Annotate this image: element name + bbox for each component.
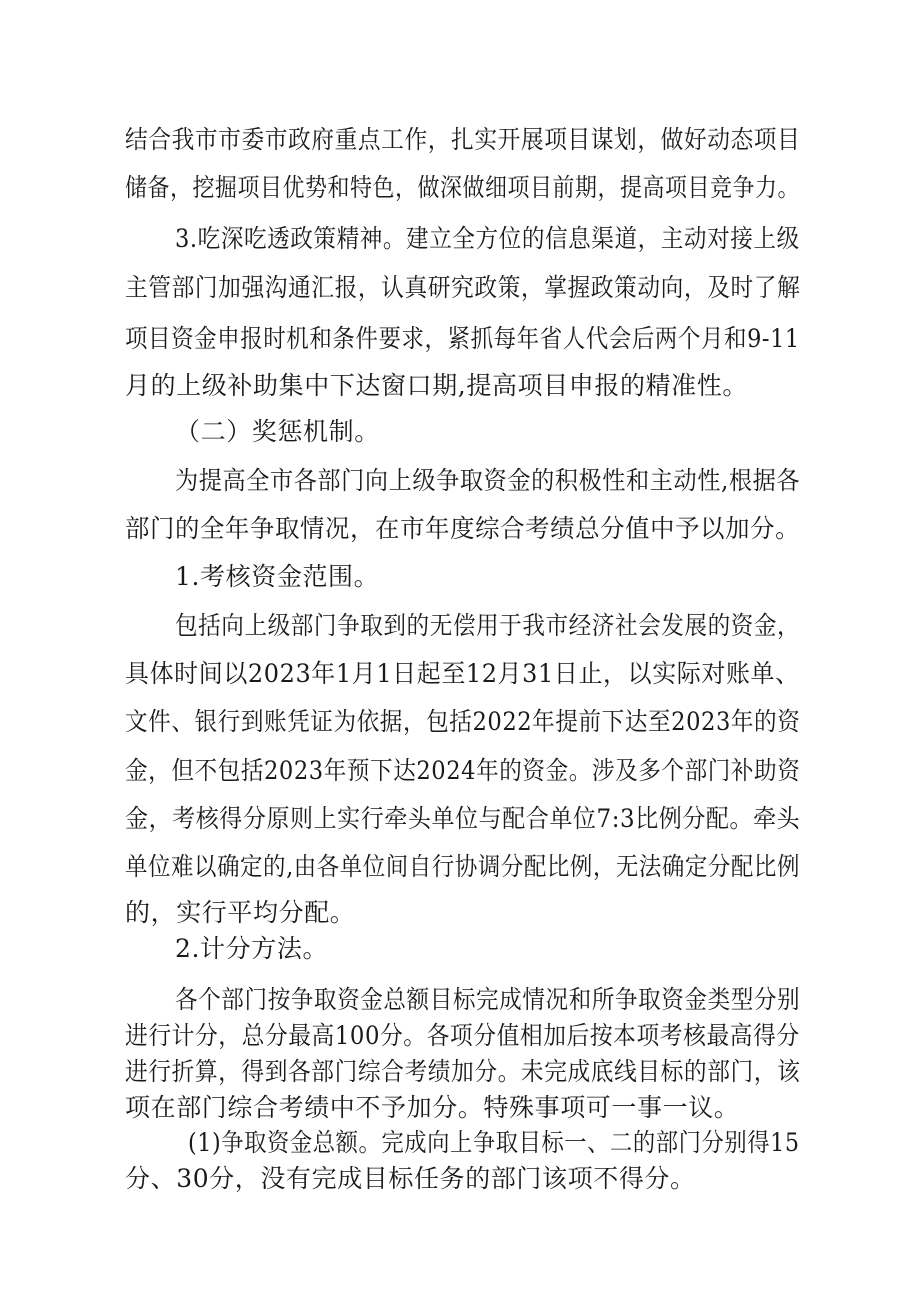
- text-line-19: 各个部门按争取资金总额目标完成情况和所争取资金类型分别: [175, 985, 801, 1014]
- text-line-17: 的，实行平均分配。: [125, 898, 356, 927]
- text-line-13: 文件、银行到账凭证为依据，包括2022年提前下达至2023年的资: [125, 707, 801, 736]
- text-line-11: 包括向上级部门争取到的无偿用于我市经济社会发展的资金，: [175, 611, 801, 640]
- text-line-15: 金，考核得分原则上实行牵头单位与配合单位7:3比例分配。牵头: [125, 804, 801, 833]
- text-line-2: 储备，挖掘项目优势和特色，做深做细项目前期，提高项目竞争力。: [125, 173, 801, 202]
- section-heading-2: （二）奖惩机制。: [175, 417, 380, 446]
- text-line-8: 为提高全市各部门向上级争取资金的积极性和主动性,根据各: [175, 466, 801, 495]
- text-line-22: 项在部门综合考绩中不予加分。特殊事项可一事一议。: [125, 1093, 740, 1122]
- text-line-6: 月的上级补助集中下达窗口期,提高项目申报的精准性。: [125, 371, 748, 400]
- text-line-5: 项目资金申报时机和条件要求，紧抓每年省人代会后两个月和9-11: [125, 324, 800, 353]
- subheading-1: 1.考核资金范围。: [175, 562, 380, 591]
- text-line-1: 结合我市市委市政府重点工作，扎实开展项目谋划，做好动态项目: [125, 125, 801, 154]
- text-line-21: 进行折算，得到各部门综合考绩加分。未完成底线目标的部门，该: [125, 1057, 801, 1086]
- text-line-12: 具体时间以2023年1月1日起至12月31日止，以实际对账单、: [125, 659, 800, 688]
- text-line-16: 单位难以确定的,由各单位间自行协调分配比例，无法确定分配比例: [125, 852, 800, 881]
- text-line-20: 进行计分，总分最高100分。各项分值相加后按本项考核最高得分: [125, 1021, 800, 1050]
- text-line-3: 3.吃深吃透政策精神。建立全方位的信息渠道，主动对接上级: [175, 224, 800, 253]
- text-line-24: 分、30分，没有完成目标任务的部门该项不得分。: [125, 1164, 696, 1193]
- text-line-4: 主管部门加强沟通汇报，认真研究政策，掌握政策动向，及时了解: [125, 273, 801, 302]
- subheading-2: 2.计分方法。: [175, 934, 329, 963]
- text-line-23: (1)争取资金总额。完成向上争取目标一、二的部门分别得15: [188, 1128, 800, 1157]
- text-line-14: 金，但不包括2023年预下达2024年的资金。涉及多个部门补助资: [125, 756, 801, 785]
- text-line-9: 部门的全年争取情况，在市年度综合考绩总分值中予以加分。: [125, 514, 801, 543]
